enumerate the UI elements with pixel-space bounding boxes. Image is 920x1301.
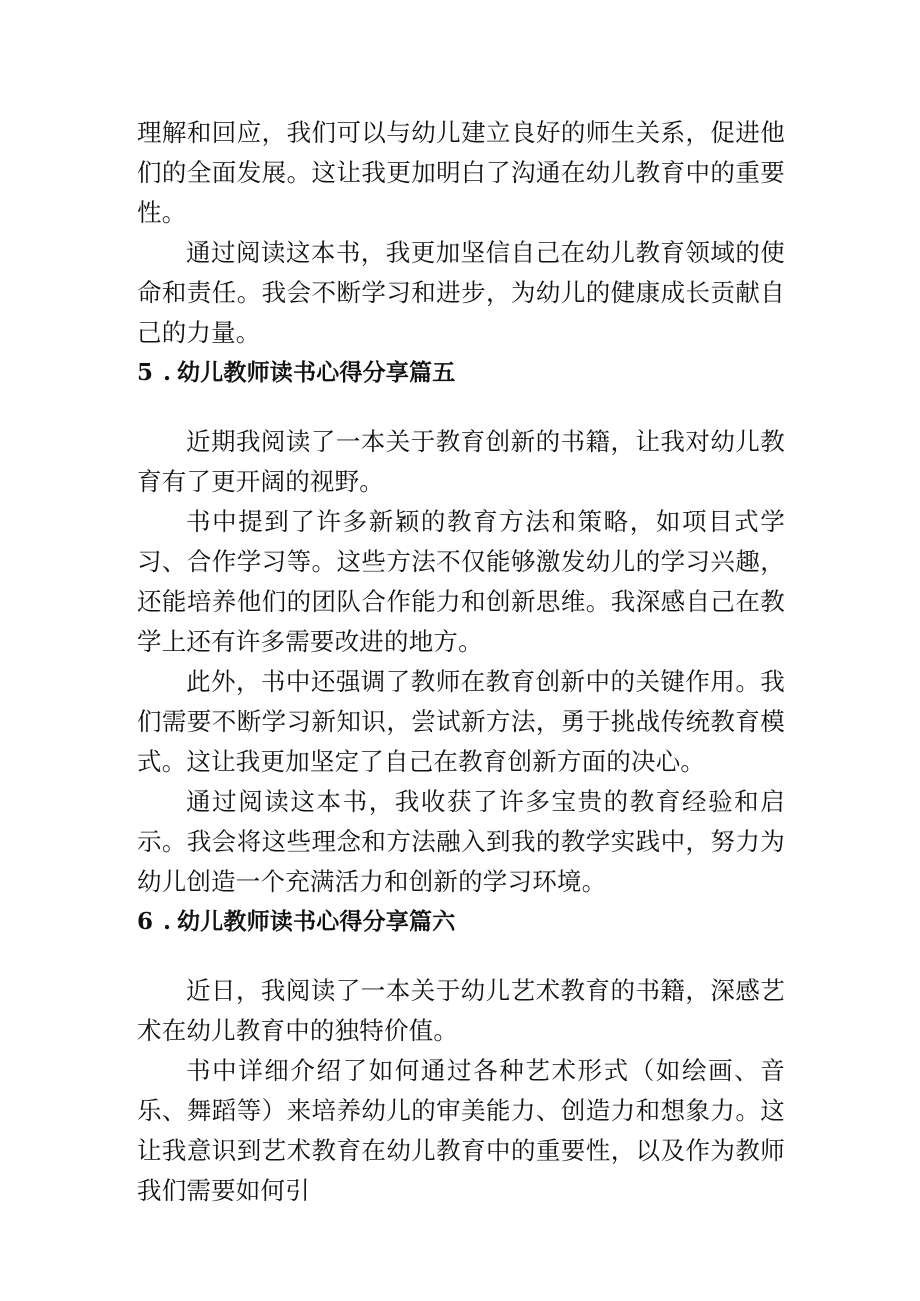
section-number: 5 xyxy=(137,359,154,386)
paragraph-continued: 理解和回应，我们可以与幼儿建立良好的师生关系，促进他们的全面发展。这让我更加明白了沟通在幼儿教育中的重要性。 xyxy=(137,118,785,227)
paragraph: 通过阅读这本书，我更加坚信自己在幼儿教育领域的使命和责任。我会不断学习和进步，为幼儿的健康成长贡献自己的力量。 xyxy=(137,238,785,347)
section-number: 6 xyxy=(137,908,154,935)
section-heading-6 xyxy=(137,902,785,942)
paragraph: 近日，我阅读了一本关于幼儿艺术教育的书籍，深感艺术在幼儿教育中的独特价值。 xyxy=(137,976,785,1045)
section-title: 幼儿教师读书心得分享篇六 xyxy=(177,908,456,935)
section-heading-5 xyxy=(137,353,785,393)
heading-spacer xyxy=(137,393,785,422)
section-dot: . xyxy=(163,908,172,935)
section-dot: . xyxy=(163,359,172,386)
document-body xyxy=(137,113,785,1211)
section-title: 幼儿教师读书心得分享篇五 xyxy=(177,359,456,386)
paragraph: 此外，书中还强调了教师在教育创新中的关键作用。我们需要不断学习新知识，尝试新方法，勇于挑战传统教育模式。这让我更加坚定了自己在教育创新方面的决心。 xyxy=(137,667,785,776)
paragraph: 近期我阅读了一本关于教育创新的书籍，让我对幼儿教育有了更开阔的视野。 xyxy=(137,427,785,496)
paragraph: 书中提到了许多新颖的教育方法和策略，如项目式学习、合作学习等。这些方法不仅能够激发幼儿的学习兴趣，还能培养他们的团队合作能力和创新思维。我深感自己在教学上还有许多需要改进的地方。 xyxy=(137,507,785,656)
paragraph: 通过阅读这本书，我收获了许多宝贵的教育经验和启示。我会将这些理念和方法融入到我的教学实践中，努力为幼儿创造一个充满活力和创新的学习环境。 xyxy=(137,787,785,896)
heading-spacer xyxy=(137,942,785,971)
paragraph: 书中详细介绍了如何通过各种艺术形式（如绘画、音乐、舞蹈等）来培养幼儿的审美能力、创造力和想象力。这让我意识到艺术教育在幼儿教育中的重要性，以及作为教师我们需要如何引 xyxy=(137,1056,785,1205)
